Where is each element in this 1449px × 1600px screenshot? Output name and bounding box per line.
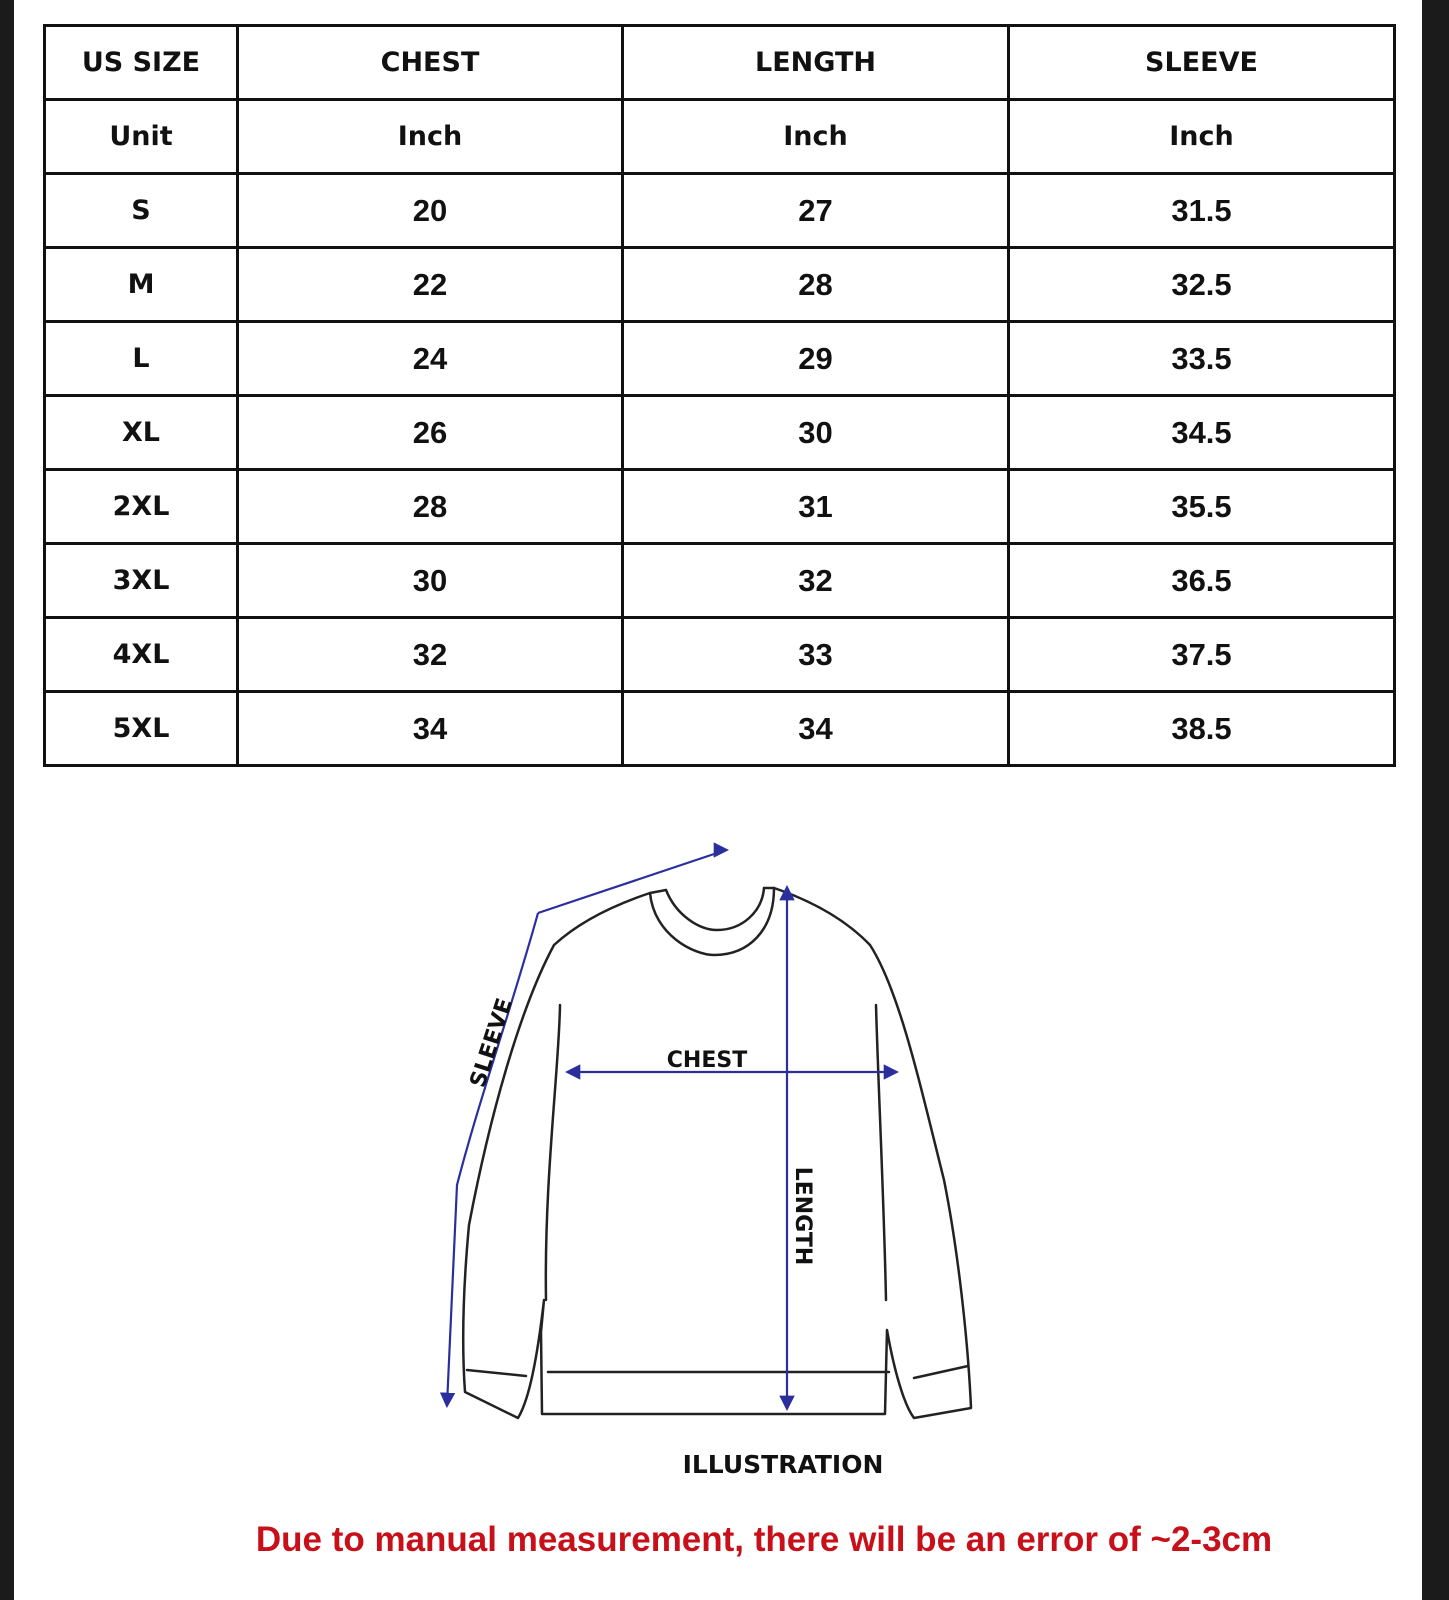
- length-cell: 34: [623, 692, 1009, 766]
- left-border-bar: [0, 0, 14, 1600]
- sleeve-cell: 34.5: [1009, 396, 1395, 470]
- sleeve-arrow: [447, 913, 538, 1405]
- length-cell: 30: [623, 396, 1009, 470]
- sleeve-label: SLEEVE: [465, 995, 518, 1091]
- sleeve-cell: 31.5: [1009, 174, 1395, 248]
- chest-cell: 22: [238, 248, 623, 322]
- size-chart-page: [14, 0, 1422, 1600]
- measurement-error-note: Due to manual measurement, there will be an error of ~2-3cm: [255, 1520, 1273, 1559]
- chest-cell: 28: [238, 470, 623, 544]
- unit-sleeve: Inch: [1009, 100, 1395, 174]
- length-cell: 27: [623, 174, 1009, 248]
- sleeve-arrow: [538, 850, 726, 913]
- sweatshirt-outline: [463, 888, 971, 1418]
- size-cell: 2XL: [45, 470, 238, 544]
- length-cell: 32: [623, 544, 1009, 618]
- header-chest: CHEST: [238, 26, 623, 100]
- unit-chest: Inch: [238, 100, 623, 174]
- chest-label: CHEST: [666, 1048, 748, 1073]
- size-cell: L: [45, 322, 238, 396]
- right-border-bar: [1422, 0, 1449, 1600]
- length-cell: 28: [623, 248, 1009, 322]
- sleeve-cell: 37.5: [1009, 618, 1395, 692]
- length-label: LENGTH: [790, 1166, 815, 1266]
- length-cell: 31: [623, 470, 1009, 544]
- chest-cell: 24: [238, 322, 623, 396]
- measurement-arrows: [447, 850, 896, 1408]
- chest-cell: 34: [238, 692, 623, 766]
- size-cell: 3XL: [45, 544, 238, 618]
- sleeve-cell: 32.5: [1009, 248, 1395, 322]
- size-cell: M: [45, 248, 238, 322]
- sleeve-cell: 33.5: [1009, 322, 1395, 396]
- sweatshirt-illustration: [14, 0, 1422, 1600]
- chest-cell: 30: [238, 544, 623, 618]
- sleeve-cell: 36.5: [1009, 544, 1395, 618]
- sleeve-cell: 38.5: [1009, 692, 1395, 766]
- chest-cell: 26: [238, 396, 623, 470]
- header-us-size: US SIZE: [45, 26, 238, 100]
- illustration-caption: ILLUSTRATION: [682, 1450, 884, 1479]
- sleeve-cell: 35.5: [1009, 470, 1395, 544]
- unit-label: Unit: [45, 100, 238, 174]
- unit-length: Inch: [623, 100, 1009, 174]
- size-cell: 4XL: [45, 618, 238, 692]
- size-cell: S: [45, 174, 238, 248]
- length-cell: 33: [623, 618, 1009, 692]
- size-cell: XL: [45, 396, 238, 470]
- header-sleeve: SLEEVE: [1009, 26, 1395, 100]
- length-cell: 29: [623, 322, 1009, 396]
- size-cell: 5XL: [45, 692, 238, 766]
- header-length: LENGTH: [623, 26, 1009, 100]
- chest-cell: 20: [238, 174, 623, 248]
- chest-cell: 32: [238, 618, 623, 692]
